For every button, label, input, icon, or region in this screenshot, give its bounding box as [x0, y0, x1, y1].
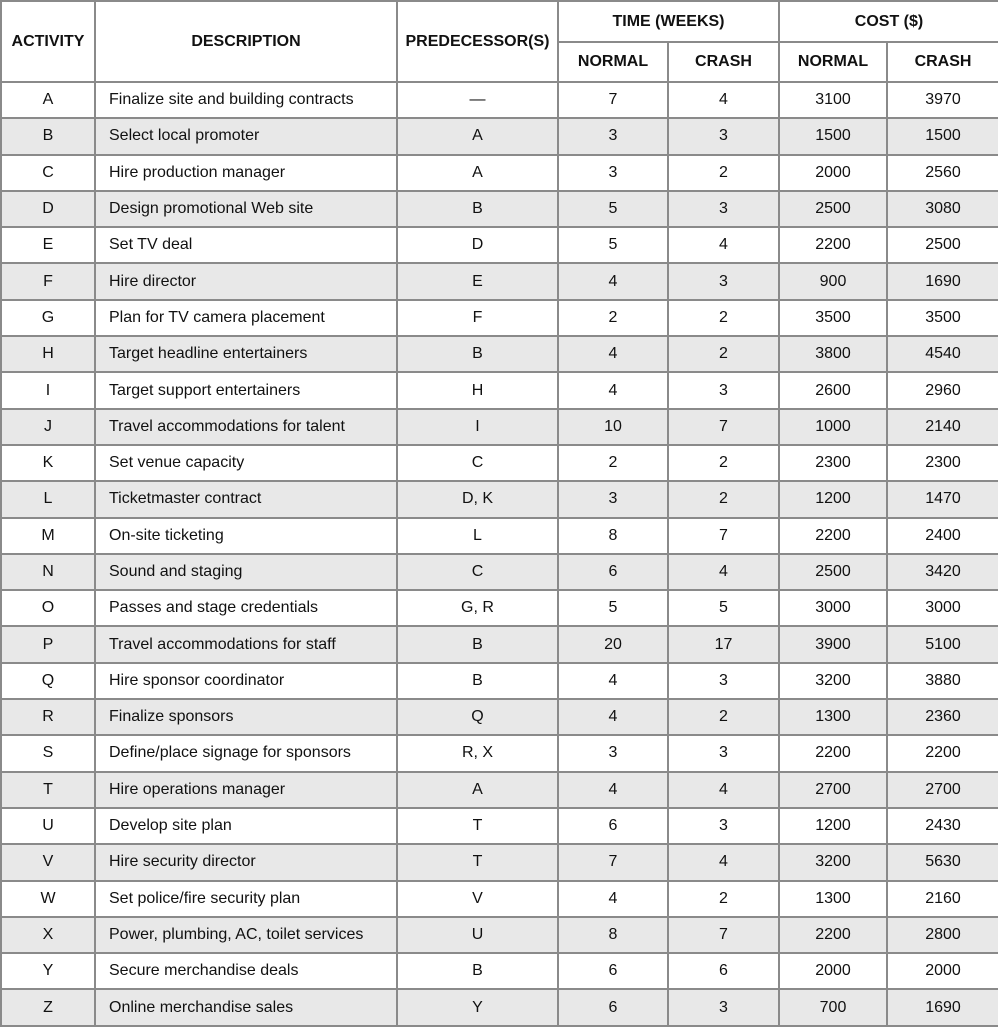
cell-time-normal: 2 — [558, 300, 668, 336]
cell-cost-crash: 2200 — [887, 735, 998, 771]
cell-cost-crash: 1690 — [887, 263, 998, 299]
cell-cost-normal: 1300 — [779, 881, 887, 917]
cell-time-crash: 3 — [668, 263, 779, 299]
cell-description: Plan for TV camera placement — [95, 300, 397, 336]
cell-description: Finalize site and building contracts — [95, 82, 397, 118]
cell-cost-normal: 2700 — [779, 772, 887, 808]
cell-description: Ticketmaster contract — [95, 481, 397, 517]
table-row — [1, 518, 998, 554]
cell-cost-crash: 2960 — [887, 372, 998, 408]
cell-time-crash: 4 — [668, 227, 779, 263]
table-row — [1, 953, 998, 989]
table-row — [1, 590, 998, 626]
cell-activity: V — [1, 844, 95, 880]
cell-activity: W — [1, 881, 95, 917]
table-row — [1, 300, 998, 336]
cell-description: Set venue capacity — [95, 445, 397, 481]
table-row — [1, 917, 998, 953]
cell-time-normal: 6 — [558, 989, 668, 1025]
cell-activity: P — [1, 626, 95, 662]
cell-description: Travel accommodations for staff — [95, 626, 397, 662]
cell-description: Power, plumbing, AC, toilet services — [95, 917, 397, 953]
cell-predecessors: Q — [397, 699, 558, 735]
cell-time-normal: 7 — [558, 844, 668, 880]
cell-cost-crash: 2400 — [887, 518, 998, 554]
cell-description: Set police/fire security plan — [95, 881, 397, 917]
table-header — [1, 1, 998, 82]
cell-description: Secure merchandise deals — [95, 953, 397, 989]
cell-time-normal: 20 — [558, 626, 668, 662]
cell-cost-normal: 1000 — [779, 409, 887, 445]
cell-description: Online merchandise sales — [95, 989, 397, 1025]
cell-cost-crash: 2160 — [887, 881, 998, 917]
table-row — [1, 626, 998, 662]
cell-description: Target support entertainers — [95, 372, 397, 408]
cell-time-crash: 17 — [668, 626, 779, 662]
cell-time-crash: 7 — [668, 409, 779, 445]
cell-time-crash: 4 — [668, 554, 779, 590]
cell-activity: S — [1, 735, 95, 771]
cell-cost-crash: 1500 — [887, 118, 998, 154]
cell-time-crash: 3 — [668, 663, 779, 699]
cell-time-crash: 2 — [668, 481, 779, 517]
cell-cost-crash: 2800 — [887, 917, 998, 953]
cell-cost-normal: 1500 — [779, 118, 887, 154]
cell-cost-normal: 2000 — [779, 155, 887, 191]
cell-time-normal: 3 — [558, 481, 668, 517]
cell-cost-crash: 1690 — [887, 989, 998, 1025]
cell-activity: B — [1, 118, 95, 154]
table-row — [1, 554, 998, 590]
cell-cost-crash: 3000 — [887, 590, 998, 626]
cell-time-normal: 4 — [558, 372, 668, 408]
cell-activity: C — [1, 155, 95, 191]
cell-cost-crash: 2360 — [887, 699, 998, 735]
header-cost-crash: CRASH — [887, 42, 998, 82]
cell-cost-crash: 5630 — [887, 844, 998, 880]
cell-predecessors: D — [397, 227, 558, 263]
cell-time-normal: 5 — [558, 227, 668, 263]
cell-cost-crash: 2300 — [887, 445, 998, 481]
cell-predecessors: T — [397, 844, 558, 880]
cell-cost-normal: 2300 — [779, 445, 887, 481]
cell-cost-normal: 2500 — [779, 554, 887, 590]
cell-description: Sound and staging — [95, 554, 397, 590]
cell-time-crash: 2 — [668, 445, 779, 481]
cell-description: Hire security director — [95, 844, 397, 880]
header-time-normal: NORMAL — [558, 42, 668, 82]
cell-time-normal: 3 — [558, 118, 668, 154]
cell-description: Hire operations manager — [95, 772, 397, 808]
cell-cost-crash: 2430 — [887, 808, 998, 844]
cell-description: Hire sponsor coordinator — [95, 663, 397, 699]
cell-activity: O — [1, 590, 95, 626]
cell-cost-crash: 2140 — [887, 409, 998, 445]
cell-time-normal: 2 — [558, 445, 668, 481]
cell-cost-normal: 3000 — [779, 590, 887, 626]
cell-cost-normal: 2600 — [779, 372, 887, 408]
cell-activity: R — [1, 699, 95, 735]
table-row — [1, 699, 998, 735]
cell-cost-crash: 3420 — [887, 554, 998, 590]
header-time-crash: CRASH — [668, 42, 779, 82]
cell-activity: T — [1, 772, 95, 808]
cell-cost-normal: 3500 — [779, 300, 887, 336]
cell-activity: D — [1, 191, 95, 227]
cell-time-crash: 4 — [668, 82, 779, 118]
cell-time-crash: 3 — [668, 808, 779, 844]
cell-activity: K — [1, 445, 95, 481]
cell-cost-crash: 3970 — [887, 82, 998, 118]
cell-activity: N — [1, 554, 95, 590]
cell-time-normal: 8 — [558, 917, 668, 953]
cell-time-normal: 4 — [558, 663, 668, 699]
cell-description: Hire director — [95, 263, 397, 299]
cell-cost-crash: 3500 — [887, 300, 998, 336]
cell-activity: E — [1, 227, 95, 263]
cell-predecessors: G, R — [397, 590, 558, 626]
cell-description: Define/place signage for sponsors — [95, 735, 397, 771]
cell-time-crash: 3 — [668, 191, 779, 227]
cell-description: Select local promoter — [95, 118, 397, 154]
cell-predecessors: U — [397, 917, 558, 953]
cell-activity: G — [1, 300, 95, 336]
header-cost-normal: NORMAL — [779, 42, 887, 82]
cell-cost-normal: 1200 — [779, 808, 887, 844]
table-body — [1, 82, 998, 1026]
cell-description: Passes and stage credentials — [95, 590, 397, 626]
cell-cost-normal: 2200 — [779, 735, 887, 771]
cell-predecessors: C — [397, 554, 558, 590]
cell-time-normal: 4 — [558, 699, 668, 735]
cell-cost-crash: 2560 — [887, 155, 998, 191]
cell-time-normal: 4 — [558, 881, 668, 917]
cell-time-normal: 4 — [558, 263, 668, 299]
header-predecessors: PREDECESSOR(S) — [397, 1, 558, 82]
cell-cost-normal: 900 — [779, 263, 887, 299]
cell-cost-normal: 1200 — [779, 481, 887, 517]
cell-predecessors: — — [397, 82, 558, 118]
cell-predecessors: I — [397, 409, 558, 445]
cell-time-crash: 2 — [668, 155, 779, 191]
cell-time-normal: 3 — [558, 735, 668, 771]
cell-time-normal: 4 — [558, 336, 668, 372]
table-row — [1, 191, 998, 227]
cell-description: Set TV deal — [95, 227, 397, 263]
header-activity: ACTIVITY — [1, 1, 95, 82]
cell-time-crash: 3 — [668, 372, 779, 408]
cell-time-crash: 2 — [668, 300, 779, 336]
cell-activity: A — [1, 82, 95, 118]
cell-time-normal: 3 — [558, 155, 668, 191]
cell-predecessors: B — [397, 191, 558, 227]
cell-time-crash: 4 — [668, 844, 779, 880]
cell-description: Design promotional Web site — [95, 191, 397, 227]
cell-cost-normal: 3200 — [779, 663, 887, 699]
cell-time-normal: 10 — [558, 409, 668, 445]
cell-activity: U — [1, 808, 95, 844]
cell-cost-normal: 2200 — [779, 227, 887, 263]
cell-cost-crash: 2500 — [887, 227, 998, 263]
cell-activity: Z — [1, 989, 95, 1025]
cell-time-crash: 3 — [668, 118, 779, 154]
cell-description: Travel accommodations for talent — [95, 409, 397, 445]
cell-cost-normal: 2200 — [779, 518, 887, 554]
cell-predecessors: D, K — [397, 481, 558, 517]
cell-predecessors: V — [397, 881, 558, 917]
cell-cost-crash: 3080 — [887, 191, 998, 227]
cell-activity: M — [1, 518, 95, 554]
cell-cost-crash: 1470 — [887, 481, 998, 517]
cell-description: On-site ticketing — [95, 518, 397, 554]
cell-activity: X — [1, 917, 95, 953]
cell-description: Hire production manager — [95, 155, 397, 191]
cell-predecessors: B — [397, 626, 558, 662]
table-row — [1, 409, 998, 445]
cell-time-crash: 5 — [668, 590, 779, 626]
cell-time-normal: 5 — [558, 191, 668, 227]
cell-activity: Y — [1, 953, 95, 989]
cell-cost-normal: 2500 — [779, 191, 887, 227]
table-row — [1, 263, 998, 299]
cell-cost-normal: 3100 — [779, 82, 887, 118]
cell-time-normal: 8 — [558, 518, 668, 554]
cell-time-crash: 3 — [668, 735, 779, 771]
table-row — [1, 118, 998, 154]
cell-activity: Q — [1, 663, 95, 699]
cell-activity: L — [1, 481, 95, 517]
table-row — [1, 445, 998, 481]
cell-cost-crash: 2000 — [887, 953, 998, 989]
cell-predecessors: T — [397, 808, 558, 844]
cell-time-crash: 2 — [668, 881, 779, 917]
table-row — [1, 372, 998, 408]
cell-predecessors: B — [397, 953, 558, 989]
table-row — [1, 808, 998, 844]
header-description: DESCRIPTION — [95, 1, 397, 82]
cell-time-normal: 6 — [558, 808, 668, 844]
cell-activity: H — [1, 336, 95, 372]
table-row — [1, 82, 998, 118]
cell-time-crash: 2 — [668, 336, 779, 372]
cell-time-normal: 5 — [558, 590, 668, 626]
cell-cost-crash: 2700 — [887, 772, 998, 808]
table-row — [1, 881, 998, 917]
cell-cost-normal: 3900 — [779, 626, 887, 662]
table-row — [1, 155, 998, 191]
header-time-weeks: TIME (WEEKS) — [558, 1, 779, 42]
cell-predecessors: L — [397, 518, 558, 554]
table-row — [1, 663, 998, 699]
table-row — [1, 735, 998, 771]
cell-description: Target headline entertainers — [95, 336, 397, 372]
cell-predecessors: C — [397, 445, 558, 481]
cell-time-normal: 6 — [558, 554, 668, 590]
cell-predecessors: H — [397, 372, 558, 408]
table-row — [1, 844, 998, 880]
cell-activity: J — [1, 409, 95, 445]
cell-cost-normal: 3800 — [779, 336, 887, 372]
cell-time-normal: 7 — [558, 82, 668, 118]
cell-cost-crash: 4540 — [887, 336, 998, 372]
cell-predecessors: B — [397, 663, 558, 699]
cell-time-crash: 2 — [668, 699, 779, 735]
cell-predecessors: F — [397, 300, 558, 336]
cell-predecessors: A — [397, 772, 558, 808]
cell-predecessors: R, X — [397, 735, 558, 771]
table-row — [1, 481, 998, 517]
cell-cost-normal: 700 — [779, 989, 887, 1025]
cell-time-crash: 7 — [668, 518, 779, 554]
table-row — [1, 772, 998, 808]
cell-cost-normal: 2000 — [779, 953, 887, 989]
cell-time-crash: 4 — [668, 772, 779, 808]
cell-cost-crash: 3880 — [887, 663, 998, 699]
cell-predecessors: Y — [397, 989, 558, 1025]
cell-predecessors: A — [397, 155, 558, 191]
cell-predecessors: A — [397, 118, 558, 154]
cell-cost-normal: 3200 — [779, 844, 887, 880]
cell-description: Develop site plan — [95, 808, 397, 844]
cell-cost-crash: 5100 — [887, 626, 998, 662]
cell-cost-normal: 1300 — [779, 699, 887, 735]
cell-cost-normal: 2200 — [779, 917, 887, 953]
cell-time-crash: 3 — [668, 989, 779, 1025]
table-row — [1, 227, 998, 263]
table-row — [1, 336, 998, 372]
cell-description: Finalize sponsors — [95, 699, 397, 735]
cell-time-normal: 4 — [558, 772, 668, 808]
cell-time-normal: 6 — [558, 953, 668, 989]
header-cost: COST ($) — [779, 1, 998, 42]
cell-activity: F — [1, 263, 95, 299]
cell-time-crash: 6 — [668, 953, 779, 989]
cell-predecessors: E — [397, 263, 558, 299]
cell-activity: I — [1, 372, 95, 408]
cell-time-crash: 7 — [668, 917, 779, 953]
cell-predecessors: B — [397, 336, 558, 372]
table-row — [1, 989, 998, 1025]
